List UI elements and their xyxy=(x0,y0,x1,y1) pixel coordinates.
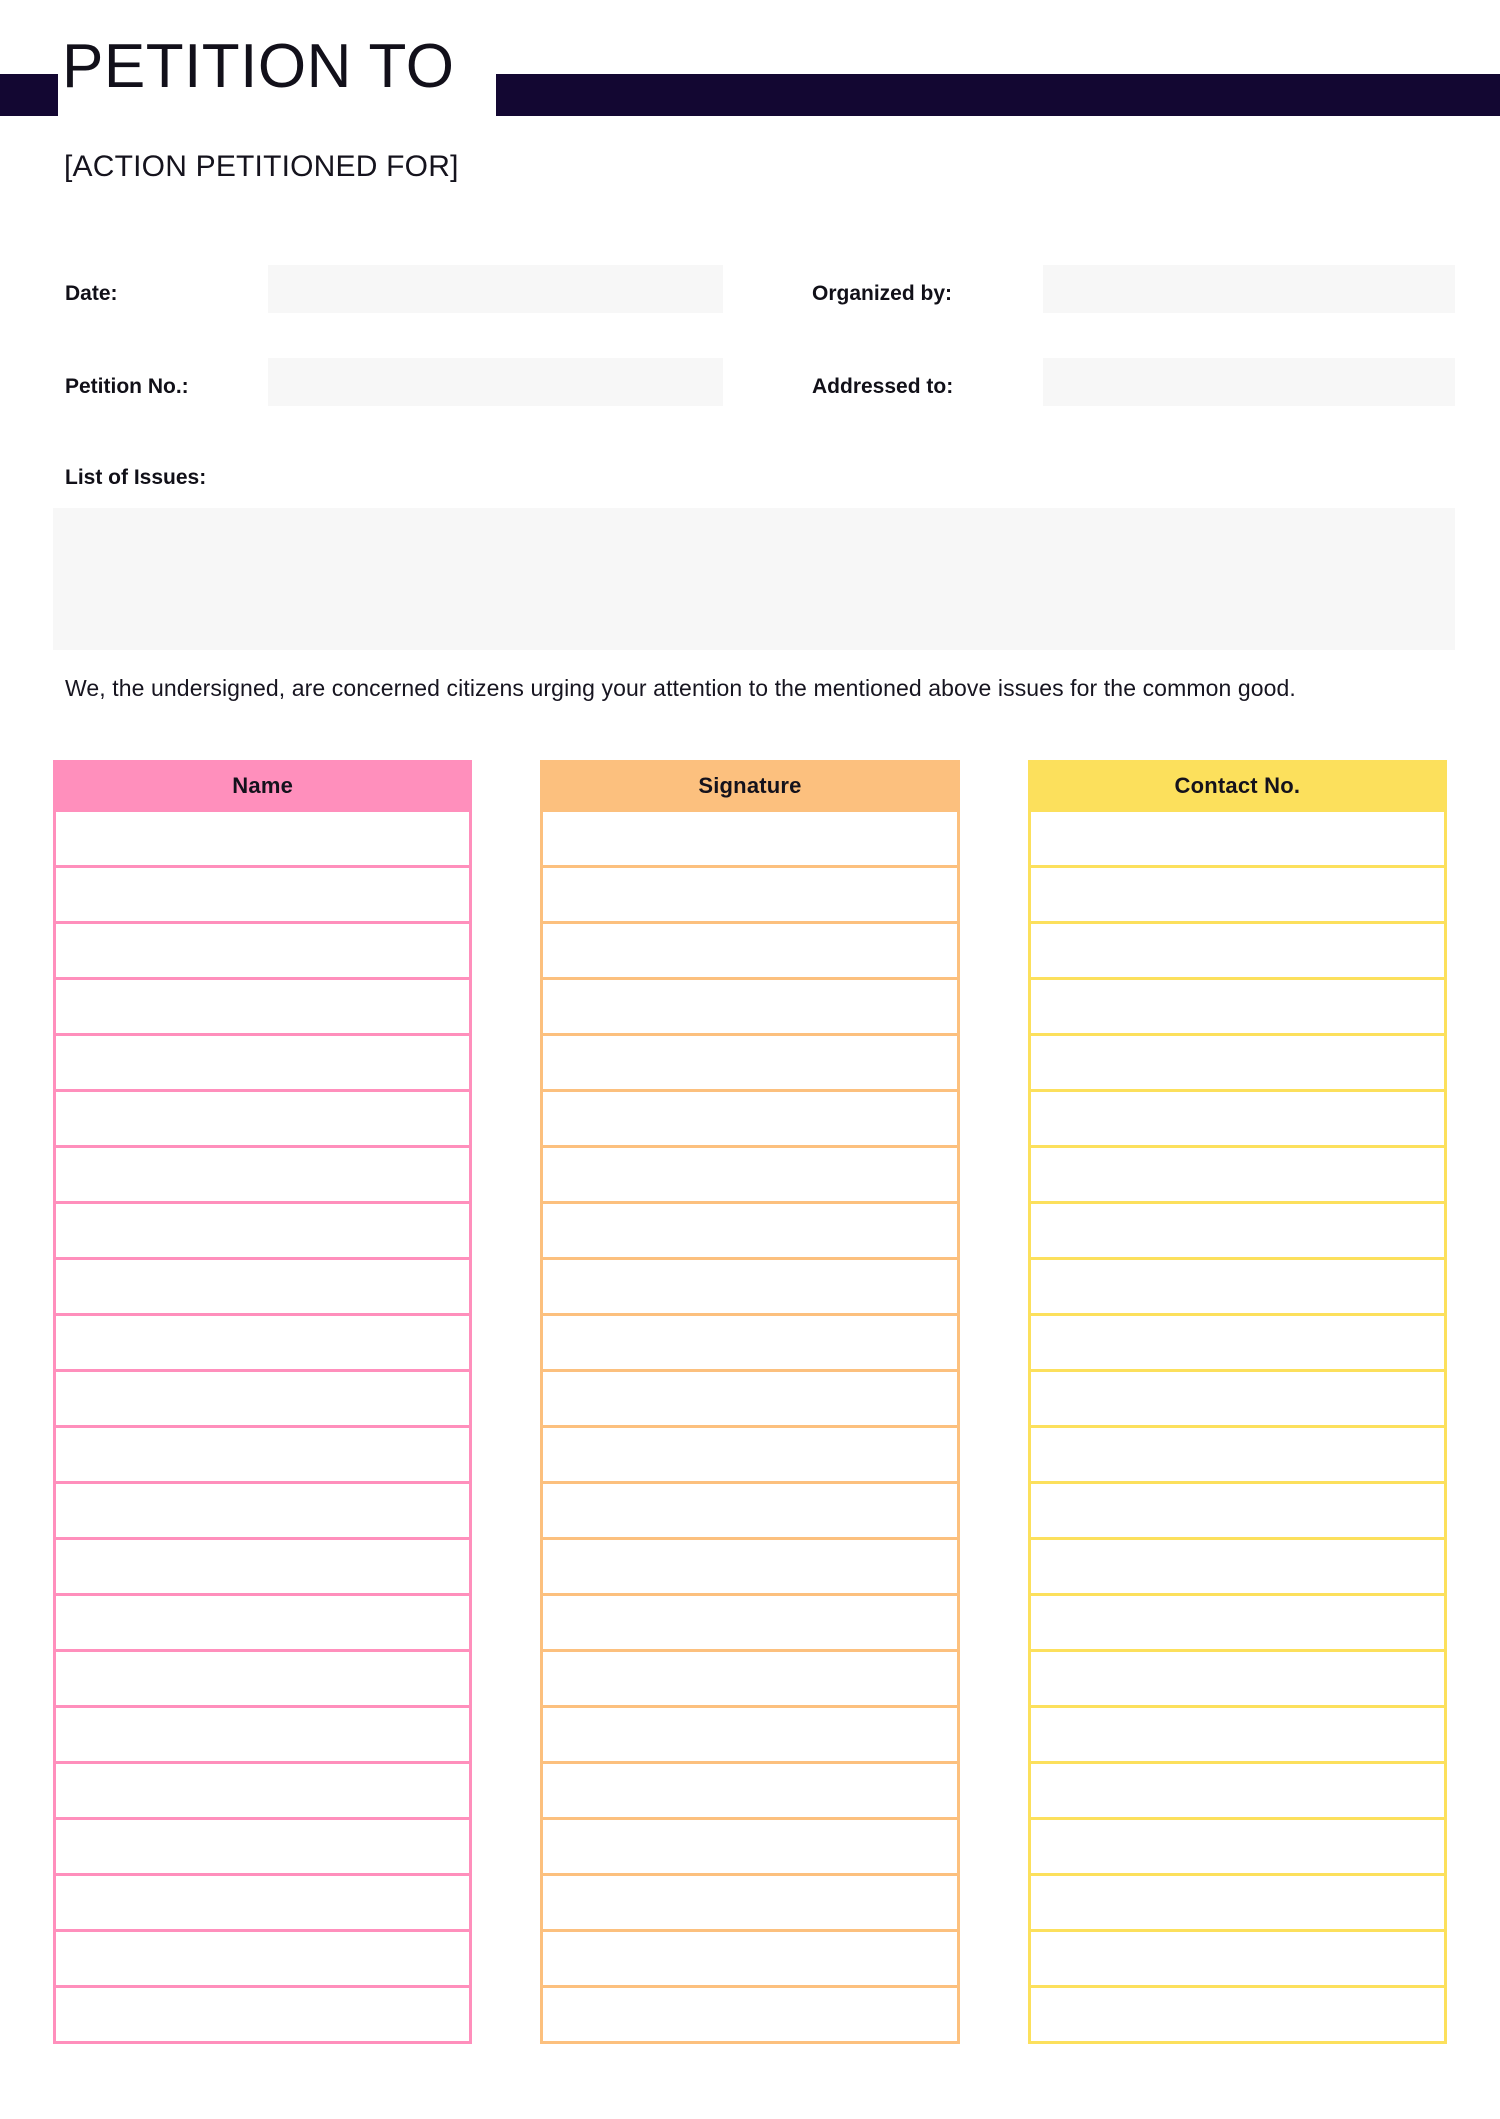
table-cell-signature[interactable] xyxy=(540,1596,959,1652)
table-column-name xyxy=(53,760,472,2044)
petition-no-input[interactable] xyxy=(268,358,723,406)
table-cell-contact[interactable] xyxy=(1028,1372,1447,1428)
table-cell-signature[interactable] xyxy=(540,868,959,924)
intro-paragraph: We, the undersigned, are concerned citizens urging your attention to the mentioned above issues for the common good. xyxy=(65,675,1296,701)
table-cell-signature[interactable] xyxy=(540,1708,959,1764)
column-header-contact: Contact No. xyxy=(1028,760,1447,812)
column-body-name xyxy=(53,812,472,2044)
organized-by-input[interactable] xyxy=(1043,265,1455,313)
table-cell-signature[interactable] xyxy=(540,812,959,868)
table-cell-signature[interactable] xyxy=(540,1484,959,1540)
table-cell-contact[interactable] xyxy=(1028,1204,1447,1260)
list-of-issues-textarea[interactable] xyxy=(53,508,1455,650)
table-cell-contact[interactable] xyxy=(1028,1876,1447,1932)
table-cell-contact[interactable] xyxy=(1028,924,1447,980)
table-cell-contact[interactable] xyxy=(1028,1932,1447,1988)
table-cell-name[interactable] xyxy=(53,1988,472,2044)
table-cell-contact[interactable] xyxy=(1028,868,1447,924)
table-cell-signature[interactable] xyxy=(540,1428,959,1484)
table-column-signature xyxy=(540,760,959,2044)
table-cell-signature[interactable] xyxy=(540,1876,959,1932)
table-cell-contact[interactable] xyxy=(1028,1148,1447,1204)
table-cell-name[interactable] xyxy=(53,812,472,868)
table-cell-signature[interactable] xyxy=(540,1652,959,1708)
table-cell-contact[interactable] xyxy=(1028,1484,1447,1540)
table-cell-contact[interactable] xyxy=(1028,1260,1447,1316)
table-cell-signature[interactable] xyxy=(540,1204,959,1260)
table-cell-name[interactable] xyxy=(53,868,472,924)
table-cell-signature[interactable] xyxy=(540,1932,959,1988)
header-accent-bar-right xyxy=(496,74,1500,116)
page-title: PETITION TO xyxy=(62,32,455,101)
table-cell-signature[interactable] xyxy=(540,1988,959,2044)
date-label: Date: xyxy=(65,282,118,305)
column-body-signature xyxy=(540,812,959,2044)
table-cell-name[interactable] xyxy=(53,1428,472,1484)
table-cell-name[interactable] xyxy=(53,1316,472,1372)
table-cell-name[interactable] xyxy=(53,980,472,1036)
table-cell-signature[interactable] xyxy=(540,924,959,980)
table-cell-signature[interactable] xyxy=(540,1148,959,1204)
table-cell-contact[interactable] xyxy=(1028,1540,1447,1596)
addressed-to-label: Addressed to: xyxy=(812,375,954,398)
table-cell-contact[interactable] xyxy=(1028,812,1447,868)
table-cell-name[interactable] xyxy=(53,1876,472,1932)
table-cell-contact[interactable] xyxy=(1028,1316,1447,1372)
table-column-contact xyxy=(1028,760,1447,2044)
table-cell-contact[interactable] xyxy=(1028,1820,1447,1876)
petition-no-label: Petition No.: xyxy=(65,375,189,398)
table-cell-contact[interactable] xyxy=(1028,1036,1447,1092)
table-cell-name[interactable] xyxy=(53,1372,472,1428)
table-cell-signature[interactable] xyxy=(540,1316,959,1372)
table-cell-signature[interactable] xyxy=(540,1372,959,1428)
organized-by-label: Organized by: xyxy=(812,282,953,305)
table-cell-contact[interactable] xyxy=(1028,1764,1447,1820)
table-cell-contact[interactable] xyxy=(1028,1652,1447,1708)
table-cell-name[interactable] xyxy=(53,1036,472,1092)
table-cell-name[interactable] xyxy=(53,1092,472,1148)
table-cell-contact[interactable] xyxy=(1028,1988,1447,2044)
column-header-signature: Signature xyxy=(540,760,959,812)
table-cell-contact[interactable] xyxy=(1028,1428,1447,1484)
table-cell-signature[interactable] xyxy=(540,1820,959,1876)
table-cell-signature[interactable] xyxy=(540,1540,959,1596)
table-cell-name[interactable] xyxy=(53,1596,472,1652)
table-cell-name[interactable] xyxy=(53,924,472,980)
table-cell-name[interactable] xyxy=(53,1708,472,1764)
table-cell-signature[interactable] xyxy=(540,1092,959,1148)
table-cell-signature[interactable] xyxy=(540,1764,959,1820)
table-cell-contact[interactable] xyxy=(1028,1092,1447,1148)
list-of-issues-label: List of Issues: xyxy=(65,466,207,489)
table-cell-name[interactable] xyxy=(53,1764,472,1820)
column-header-name: Name xyxy=(53,760,472,812)
table-cell-name[interactable] xyxy=(53,1204,472,1260)
table-cell-name[interactable] xyxy=(53,1540,472,1596)
table-cell-signature[interactable] xyxy=(540,1260,959,1316)
table-cell-name[interactable] xyxy=(53,1148,472,1204)
table-cell-signature[interactable] xyxy=(540,1036,959,1092)
column-body-contact xyxy=(1028,812,1447,2044)
table-cell-signature[interactable] xyxy=(540,980,959,1036)
addressed-to-input[interactable] xyxy=(1043,358,1455,406)
table-cell-contact[interactable] xyxy=(1028,1708,1447,1764)
page-subtitle: [ACTION PETITIONED FOR] xyxy=(64,150,459,183)
table-cell-name[interactable] xyxy=(53,1484,472,1540)
date-input[interactable] xyxy=(268,265,723,313)
header-accent-square-left xyxy=(0,74,58,116)
table-cell-contact[interactable] xyxy=(1028,1596,1447,1652)
table-cell-name[interactable] xyxy=(53,1932,472,1988)
signature-table xyxy=(53,760,1447,2044)
table-cell-name[interactable] xyxy=(53,1820,472,1876)
table-cell-name[interactable] xyxy=(53,1652,472,1708)
table-cell-name[interactable] xyxy=(53,1260,472,1316)
table-cell-contact[interactable] xyxy=(1028,980,1447,1036)
